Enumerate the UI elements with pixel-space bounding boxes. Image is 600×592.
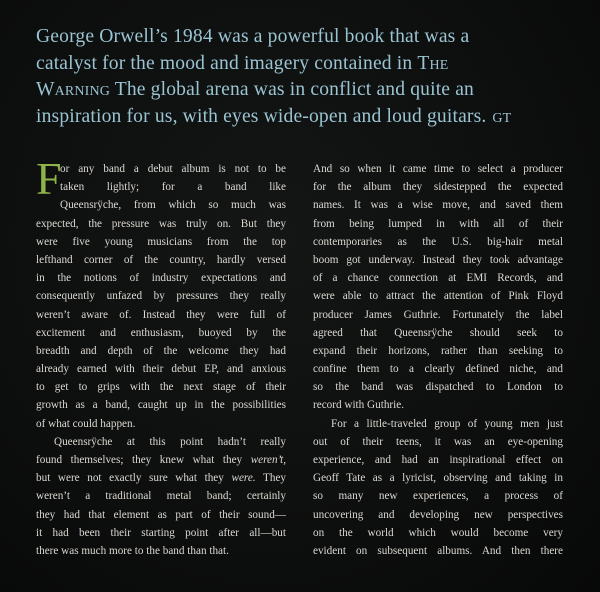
left-line: taken lightly; for a band like <box>60 181 286 194</box>
left-line: there was much more to the band than that. <box>36 544 229 557</box>
left-line: weren’t aware of. Instead they were full of <box>36 308 286 321</box>
right-line: names. It was a wise move, and saved them <box>313 199 563 212</box>
right-line: agreed that Queensrÿche should seek to <box>313 326 563 339</box>
left-line: were five young musicians from the top <box>36 235 286 248</box>
right-line: from being lumped in with all of their <box>313 217 563 230</box>
left-line: or any band a debut album is not to be <box>60 163 286 175</box>
left-line: to get to grips with the next stage of their <box>36 381 286 394</box>
album-title-warning: Warning <box>36 79 110 100</box>
left-line-tail: They <box>255 472 287 485</box>
quote-attribution: GT <box>492 110 512 126</box>
right-line: For a little-traveled group of young men just <box>331 417 563 430</box>
drop-cap: F <box>36 153 62 204</box>
right-line: for the album they sidestepped the expected <box>313 181 563 194</box>
left-line: Queensrÿche, from which so much was <box>60 199 286 212</box>
right-line: so many new experiences, a process of <box>313 490 563 503</box>
left-line: expected, the pressure was truly on. But they <box>36 217 286 230</box>
left-line: breadth and depth of the welcome they had <box>36 344 286 357</box>
right-line: were able to attract the attention of Pink Floyd <box>313 290 563 303</box>
quote-line-2-text: catalyst for the mood and imagery contained in <box>36 52 413 74</box>
left-line-text: found themselves; they knew what they <box>36 454 243 466</box>
left-line: growth as a band, caught up in the possibilities <box>36 399 286 412</box>
left-line: lefthand corner of the country, hardly versed <box>36 253 286 266</box>
quote-line-2 <box>36 51 584 78</box>
left-line: already earned with their debut EP, and anxious <box>36 363 286 376</box>
right-line: on the world which would become very <box>313 526 563 539</box>
right-line: record with Guthrie. <box>313 399 405 412</box>
right-line: uncovering and developing new perspectives <box>313 508 563 521</box>
left-line: it had been their starting point after all—but <box>36 526 286 539</box>
left-line: of what could happen. <box>36 417 136 430</box>
left-line: Queensrÿche at this point hadn’t really <box>54 435 286 448</box>
right-line: of a chance connection at EMI Records, and <box>313 272 563 285</box>
right-line: out of their teens, it was an eye-opening <box>313 435 563 448</box>
quote-line-3 <box>36 77 584 104</box>
right-line: confine them to a clearly defined niche, and <box>313 363 563 376</box>
right-line: so the band was dispatched to London to <box>313 381 563 394</box>
right-line: And so when it came time to select a producer <box>313 163 563 175</box>
right-line: experience, and had an inspirational effect on <box>313 454 563 466</box>
right-line: Geoff Tate as a lyricist, observing and taking in <box>313 472 563 485</box>
right-line: producer James Guthrie. Fortunately the label <box>313 308 563 321</box>
left-line <box>36 451 286 469</box>
right-line: evident on subsequent albums. And then there <box>313 544 563 557</box>
right-line: boom got underway. Instead they took advantage <box>313 253 563 266</box>
right-line: expand their horizons, rather than seeking to <box>313 344 563 357</box>
quote-line-4-text: inspiration for us, with eyes wide-open and loud guitars. <box>36 105 487 127</box>
pull-quote <box>36 24 584 132</box>
left-line: excitement and enthusiasm, buoyed by the <box>36 326 286 339</box>
album-title-the: The <box>417 52 449 74</box>
quote-line-4 <box>36 104 584 133</box>
left-column <box>36 160 286 560</box>
right-line: contemporaries as the U.S. big-hair metal <box>313 235 563 248</box>
left-line <box>36 469 286 487</box>
quote-line-1: George Orwell’s 1984 was a powerful book that was a <box>36 26 470 47</box>
quote-line-3-text: The global arena was in conflict and quite an <box>110 79 474 100</box>
left-line-text: but were not exactly sure what they <box>36 472 224 485</box>
left-line: consequently unfazed by pressures they really <box>36 290 286 303</box>
left-line: in the notions of industry expectations and <box>36 272 286 285</box>
left-line: they had that element as part of their sound— <box>36 508 286 521</box>
italic-werent: weren’t, <box>250 454 287 466</box>
right-column <box>313 160 563 560</box>
italic-were: were. <box>231 472 256 485</box>
left-line: weren’t a traditional metal band; certainly <box>36 490 286 503</box>
